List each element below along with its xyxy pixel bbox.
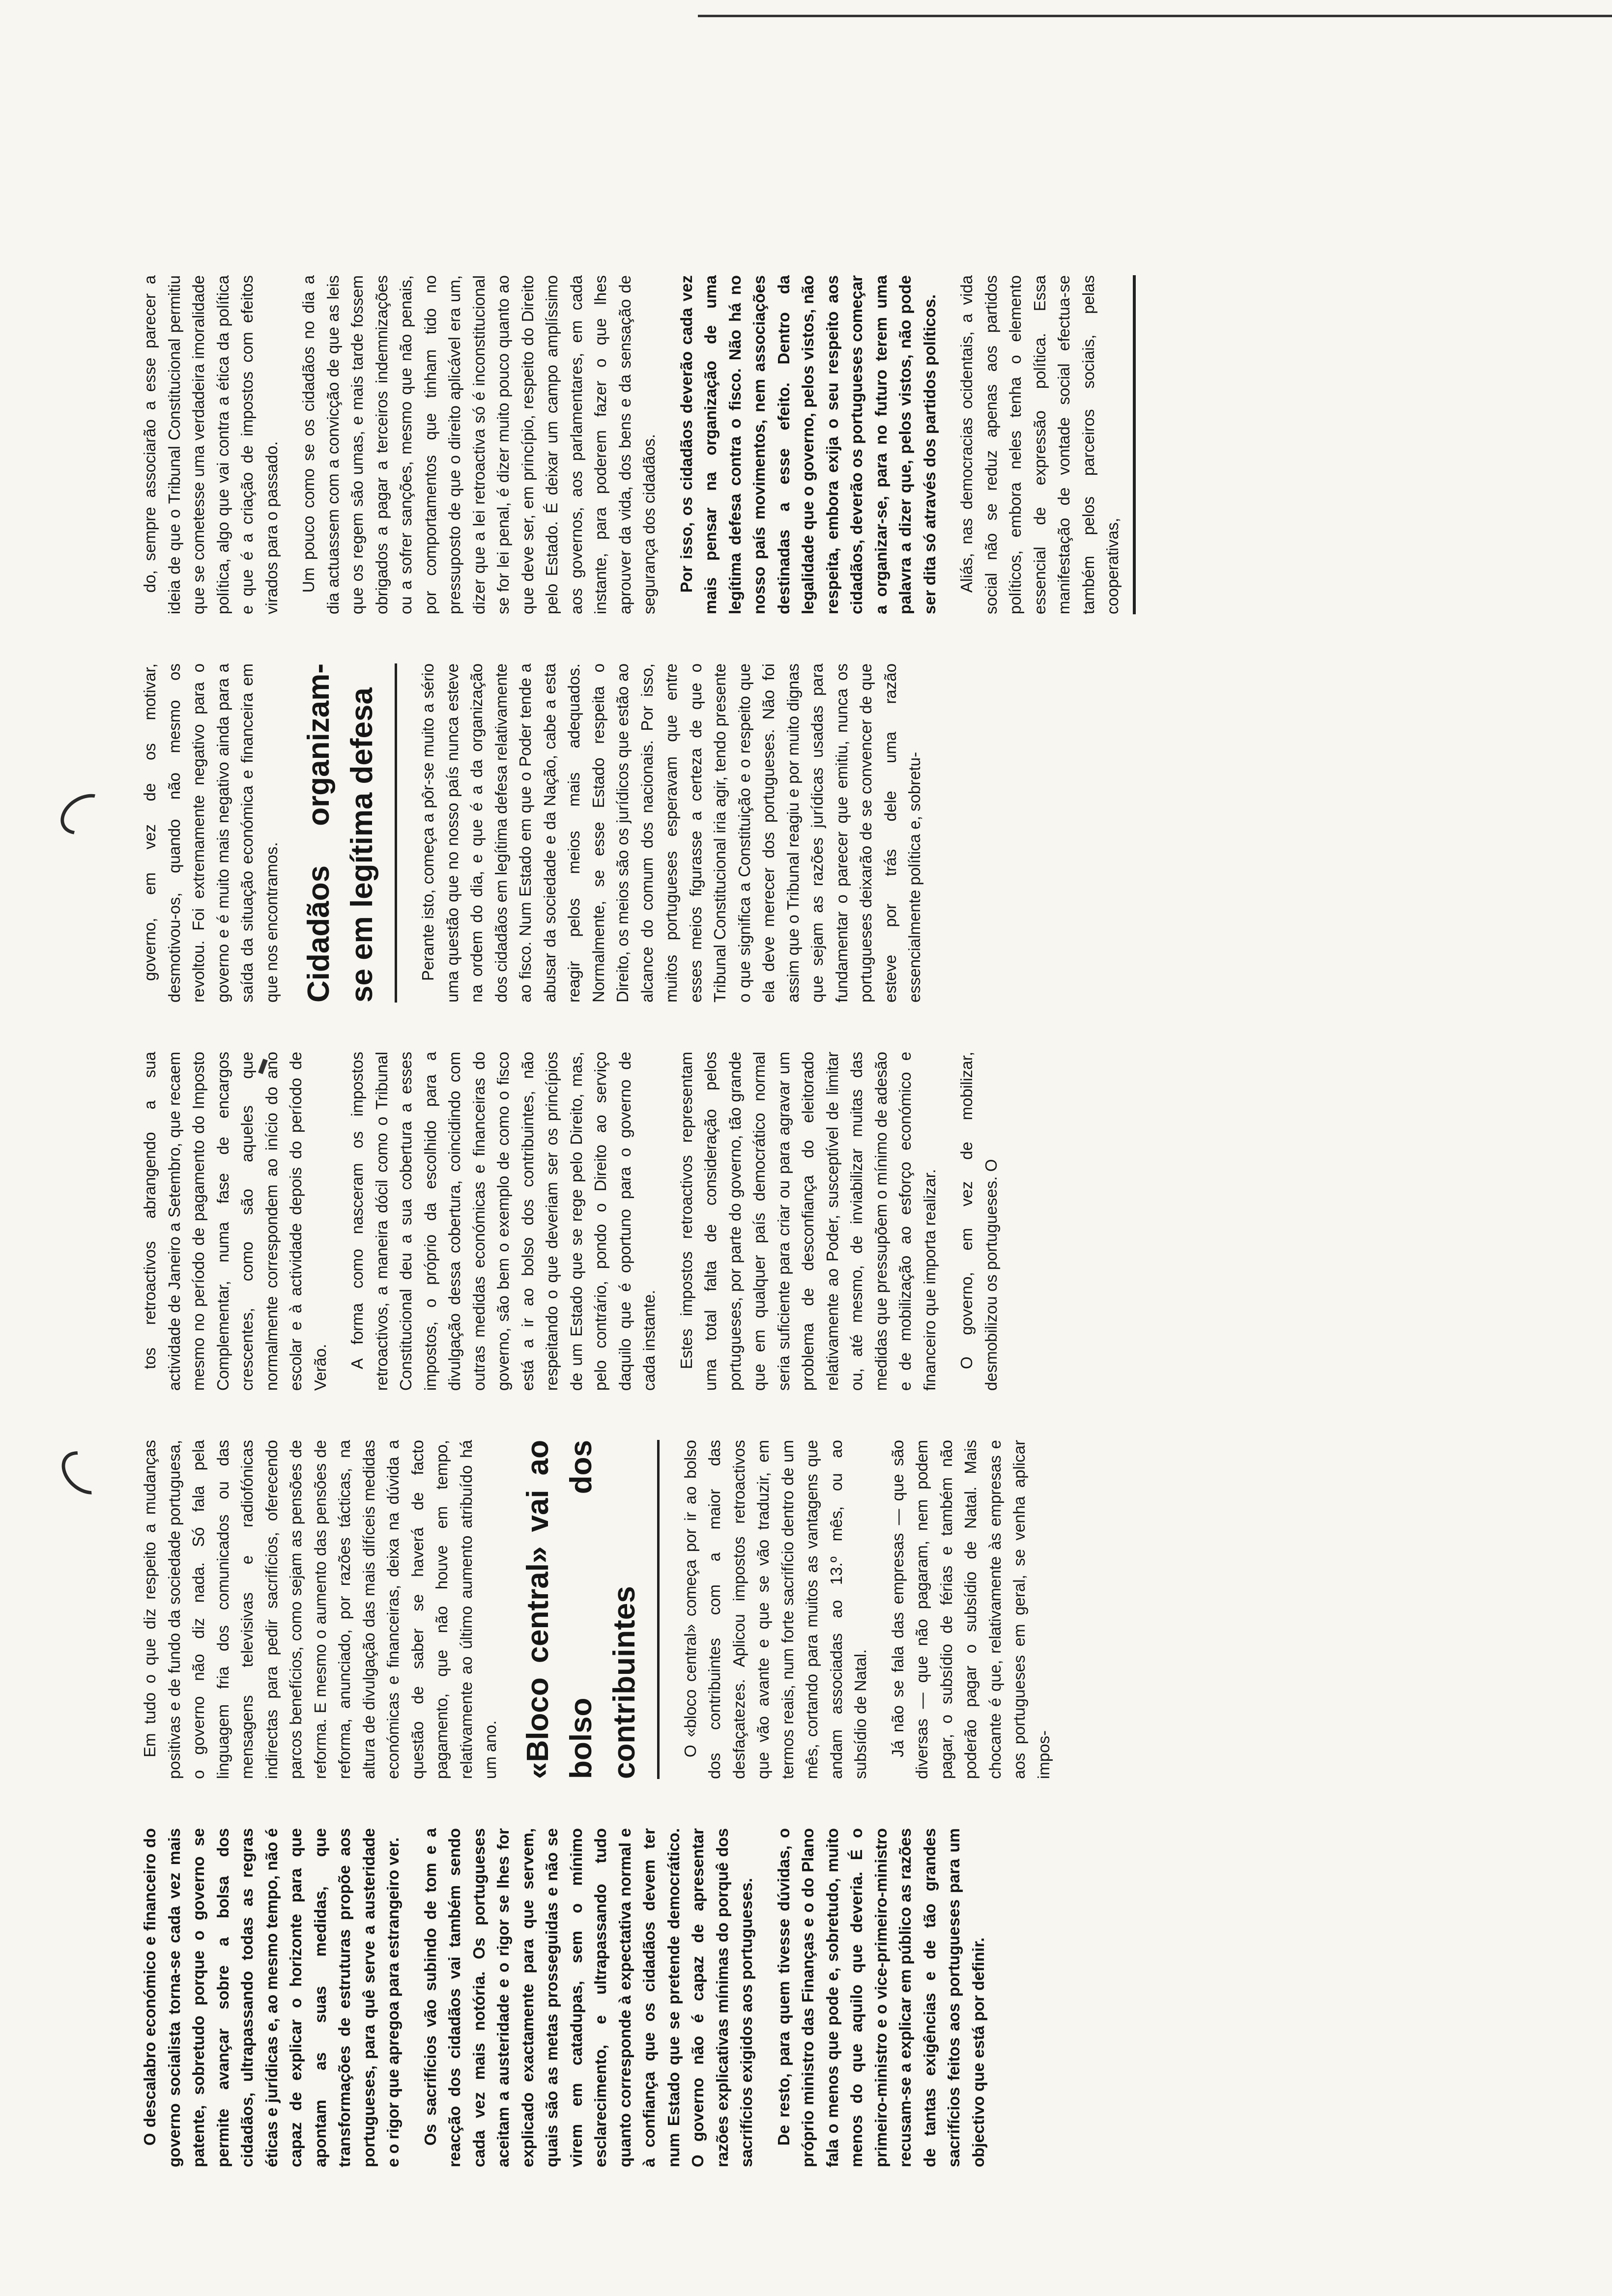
paragraph: O «bloco central» começa por ir ao bolso dos contribuintes com a maior das desfaçatezes. Aplicou impostos retroactivos que vão avante e que se vão traduzir, em termos reais, num forte sacrifício dentro de um mês, cortando para muitos as vantagens que andam associadas ao 13.º mês, ou ao subsídio de Natal. [681, 1440, 869, 1779]
ink-mark [53, 786, 115, 843]
paragraph: governo, em vez de os motivar, desmotivou-os, quando não mesmo os revoltou. Foi extremamente negativo para o governo e é muito mais negativo ainda para a saída da situação económica e financeira em que nos encontramos. [141, 663, 281, 1003]
paragraph: De resto, para quem tivesse dúvidas, o próprio ministro das Finanças e o do Plano fala o menos que pode e, sobretudo, muito menos do que aquilo que deveria. É o primeiro-ministro e o vice-primeiro-ministro recusam-se a explicar em público as razões de tantas exigências e de tão grandes sacrifícios feitos aos portugueses para um objectivo que está por definir. [774, 1828, 987, 2167]
article-column-3 [138, 1052, 1003, 1391]
paragraph: Um pouco como se os cidadãos no dia a dia actuassem com a convicção de que as leis que os regem são umas, e mais tarde fossem obrigados a pagar a terceiros indemnizações ou a sofrer sanções, mesmo que não penais, por comportamentos que tinham tido no pressuposto de que o direito aplicável era um, dizer que a lei retroactiva só é inconstitucional se for lei penal, é dizer muito pouco quanto ao que deve ser, em princípio, respeito do Direito pelo Estado. É deixar um campo amplíssimo aos governos, aos parlamentares, em cada instante, para poderem fazer o que lhes aprouver da vida, dos bens e da sensação de segurança dos cidadãos. [299, 275, 658, 614]
paragraph: Aliás, nas democracias ocidentais, a vida social não se reduz apenas aos partidos políticos, embora neles tenha o elemento essencial de expressão política. Essa manifestação de vontade social efectua-se também pelos parceiros sociais, pelas cooperativas, [957, 275, 1122, 614]
newspaper-page [138, 265, 1455, 2167]
paragraph: O descalabro económico e financeiro do governo socialista torna-se cada vez mais patente, sobretudo porque o governo se permite avançar sobre a bolsa dos cidadãos, ultrapassando todas as regras éticas e jurídicas e, ao mesmo tempo, não é capaz de explicar o horizonte para que apontam as suas medidas, que transformações de estruturas propõe aos portugueses, para quê serve a austeridade e o rigor que apregoa para estrangeiro ver. [141, 1828, 402, 2167]
paragraph: Perante isto, começa a pôr-se muito a sério uma questão que no nosso país nunca esteve na ordem do dia, e que é a da organização dos cidadãos em legítima defesa relativamente ao fisco. Num Estado em que o Poder tende a abusar da sociedade e da Nação, cabe a esta reagir pelos meios mais adequados. Normalmente, se esse Estado respeita o Direito, os meios são os jurídicos que estão ao alcance do comum dos nacionais. Por isso, muitos portugueses esperavam que entre esses meios figurasse a certeza de que o Tribunal Constitucional iria agir, tendo presente o que significa a Constituição e o respeito que ela deve merecer dos portugueses. Não foi assim que o Tribunal reagiu e por muito dignas que sejam as razões jurídicas usadas para fundamentar o parecer que emitiu, nunca os portugueses deixarão de se convencer de que esteve por trás dele uma razão essencialmente política e, sobretu- [419, 663, 923, 1003]
ink-mark [53, 1442, 115, 1503]
article-column-5 [138, 275, 1136, 614]
top-rule [698, 15, 1612, 17]
paragraph: Em tudo o que diz respeito a mudanças positivas e de fundo da sociedade portuguesa, o governo não diz nada. Só fala pela linguagem fria dos comunicados ou das mensagens televisivas e radiofónicas indirectas para pedir sacrifícios, oferecendo parcos benefícios, como sejam as pensões de reforma. E mesmo o aumento das pensões de reforma, anunciado, por razões tácticas, na altura de divulgação das mais difíceis medidas económicas e financeiras, deixa na dúvida a questão de saber se haverá de facto pagamento, que não houve em tempo, relativamente ao último aumento atribuído há um ano. [141, 1440, 499, 1779]
paragraph: A forma como nasceram os impostos retroactivos, a maneira dócil como o Tribunal Constitucional deu a sua cobertura a esses impostos, o próprio da escolhido para a divulgação dessa cobertura, coincidindo com outras medidas económicas e financeiras do governo, são bem o exemplo de como o fisco está a ir ao bolso dos contribuintes, não respeitando o que deveriam ser os princípios de um Estado que se rege pelo Direito, mas, pelo contrário, pondo o Direito ao serviço daquilo que é oportuno para o governo de cada instante. [348, 1052, 658, 1391]
headline-text: «Bloco central» vai ao bolso dos contribuintes [520, 1440, 641, 1779]
article-column-4 [138, 663, 927, 1003]
article-column-2 [138, 1440, 1056, 1779]
section-headline [517, 1440, 660, 1779]
article-column-1 [138, 1828, 990, 2167]
section-headline [297, 663, 397, 1003]
paragraph: O governo, em vez de mobilizar, desmobilizou os portugueses. O [957, 1052, 1000, 1391]
paragraph: Por isso, os cidadãos deverão cada vez mais pensar na organização de uma legítima defesa contra o fisco. Não há no nosso país movimentos, nem associações destinadas a esse efeito. Dentro da legalidade que o governo, pelos vistos, não respeita, embora exija o seu respeito aos cidadãos, deverão os portugueses começar a organizar-se, para no futuro terem uma palavra a dizer que, pelos vistos, não pode ser dita só através dos partidos políticos. [677, 275, 939, 614]
headline-text: Cidadãos organizam-se em legítima defesa [302, 663, 379, 1003]
paragraph: tos retroactivos abrangendo a sua actividade de Janeiro a Setembro, que recaem mesmo no período de pagamento do Imposto Complementar, numa fase de encargos crescentes, como são aqueles que normalmente correspondem ao início do ano escolar e à actividade depois do período de Verão. [141, 1052, 329, 1391]
paragraph: Os sacrifícios vão subindo de tom e a reacção dos cidadãos vai também sendo cada vez mais notória. Os portugueses aceitam a austeridade e o rigor se lhes for explicado exactamente para que servem, quais são as metas prosseguidas e não se virem em catadupas, sem o mínimo esclarecimento, e ultrapassando tudo quanto corresponde à expectativa normal e à confiança que os cidadãos devem ter num Estado que se pretende democrático. O governo não é capaz de apresentar razões explicativas mínimas do porquê dos sacrifícios exigidos aos portugueses. [421, 1828, 755, 2167]
paragraph: do, sempre associarão a esse parecer a ideia de que o Tribunal Constitucional permitiu que se cometesse uma verdadeira imoralidade política, algo que vai contra a ética da política e que é a criação de impostos com efeitos virados para o passado. [141, 275, 281, 614]
paragraph: Já não se fala das empresas — que são diversas — que não pagaram, nem podem pagar, o subsídio de férias e também não poderão pagar o subsídio de Natal. Mais chocante é que, relativamente às empresas e aos portugueses em geral, se venha aplicar impos- [888, 1440, 1053, 1779]
paragraph: Estes impostos retroactivos representam uma total falta de consideração pelos portugueses, por parte do governo, tão grande que em qualquer país democrático normal seria suficiente para criar ou para agravar um problema de desconfiança do eleitorado relativamente ao Poder, susceptível de limitar ou, até mesmo, de inviabilizar muitas das medidas que pressupõem o mínimo de adesão e de mobilização ao esforço económico e financeiro que importa realizar. [677, 1052, 939, 1391]
column-end-rule [1133, 275, 1136, 614]
